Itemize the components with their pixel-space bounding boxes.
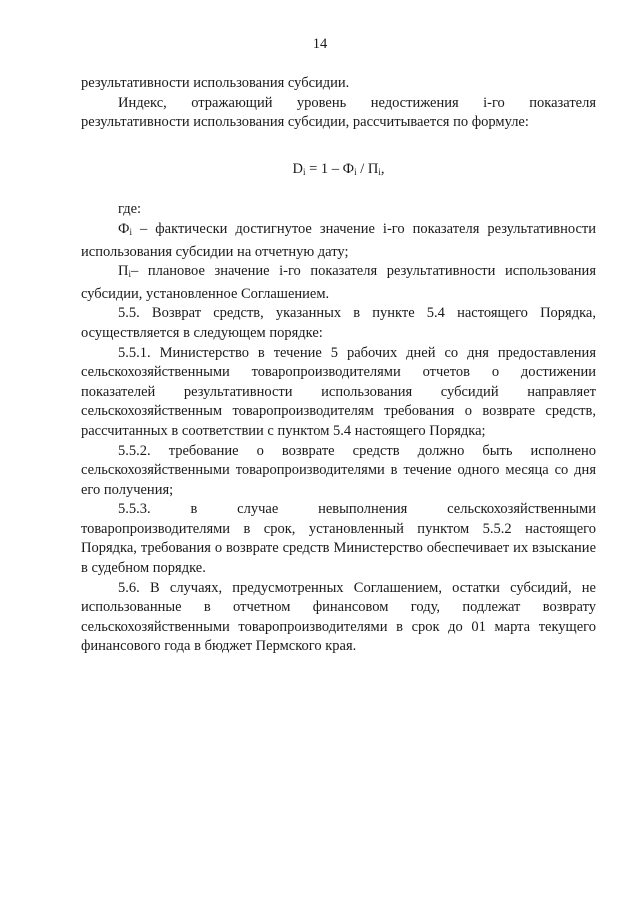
actual-value-subscript: i bbox=[129, 226, 132, 237]
paragraph-5-5: 5.5. Возврат средств, указанных в пункте 5.4 настоящего Порядка, осуществляется в следующем порядке: bbox=[81, 305, 596, 341]
document-body bbox=[81, 74, 596, 657]
paragraph-5-5-2: 5.5.2. требование о возврате средств должно быть исполнено сельскохозяйственными товаропроизводителями в течение одного месяца со дня его получения; bbox=[81, 442, 596, 498]
planned-value-symbol: П bbox=[118, 263, 129, 280]
paragraph-5-5-3: 5.5.3. в случае невыполнения сельскохозяйственными товаропроизводителями в срок, установленный пунктом 5.5.2 настоящего Порядка, требования о возврате средств Министерство обеспечивает их взыскание в судебном порядке. bbox=[81, 501, 596, 577]
formula-div-subscript: i bbox=[378, 166, 381, 177]
formula-mid-subscript: i bbox=[354, 166, 357, 177]
planned-value-subscript: i bbox=[128, 269, 131, 280]
paragraph-index-intro: Индекс, отражающий уровень недостижения i-го показателя результативности использования субсидии, рассчитывается по формуле: bbox=[81, 94, 596, 131]
planned-value-text: – плановое значение i-го показателя результативности использования субсидии, установленное Соглашением. bbox=[81, 263, 596, 302]
actual-value-symbol: Ф bbox=[118, 220, 130, 237]
formula-lhs-subscript: i bbox=[302, 166, 306, 177]
paragraph-5-6: 5.6. В случаях, предусмотренных Соглашением, остатки субсидий, не использованные в отчетном финансовом году, подлежат возврату сельскохозяйственными товаропроизводителями в срок до 01 марта текущего финансового года в бюджет Пермского края. bbox=[81, 579, 596, 655]
formula-div: / П bbox=[356, 160, 379, 177]
paragraph-5-5-1: 5.5.1. Министерство в течение 5 рабочих дней со дня предоставления сельскохозяйственными товаропроизводителями отчетов о достижении показателей результативности использования субсидий направляет сельскохозяйственным товаропроизводителям требования о возврате средств, рассчитанных в соответствии с пунктом 5.4 настоящего Порядка; bbox=[81, 344, 596, 439]
formula-mid: = 1 – Ф bbox=[305, 160, 355, 177]
paragraph-where: где: bbox=[118, 201, 142, 218]
formula-end: , bbox=[380, 160, 385, 177]
paragraph-result-continuation: результативности использования субсидии. bbox=[81, 75, 350, 91]
paragraph-actual-value-definition bbox=[81, 220, 596, 262]
page-number: 14 bbox=[312, 36, 328, 52]
formula bbox=[81, 160, 596, 183]
actual-value-text: – фактически достигнутое значение i-го показателя результативности использования субсидии на отчетную дату; bbox=[81, 220, 596, 260]
formula-lhs: D bbox=[292, 160, 303, 177]
paragraph-planned-value-definition bbox=[81, 262, 596, 304]
